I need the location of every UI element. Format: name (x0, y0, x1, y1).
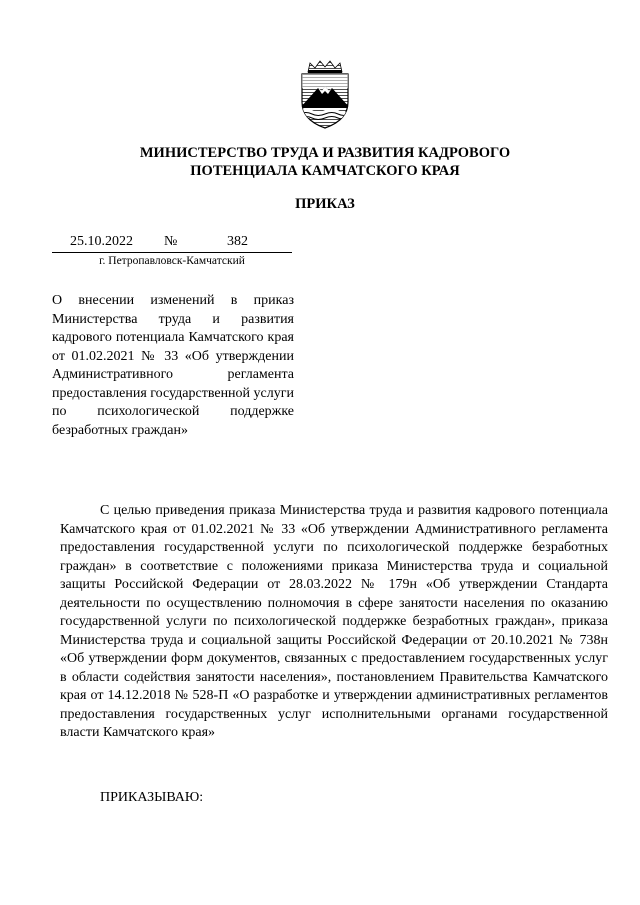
date-number-row (52, 234, 292, 256)
order-word: ПРИКАЗЫВАЮ: (100, 790, 204, 805)
kamchatka-coat-of-arms-icon (298, 58, 352, 132)
document-date: 25.10.2022 (70, 234, 133, 249)
preamble-paragraph: С целью приведения приказа Министерства труда и развития кадрового потенциала Камчатского края от 01.02.2021 № 33 «Об утверждении Административного регламента предоставления государственной услуги по психологической поддержке безработных граждан» в соответствие с положениями приказа Министерства труда и социальной защиты Российской Федерации от 28.03.2022 № 179н «Об утверждении Стандарта деятельности по осуществлению полномочия в сфере занятости населения по оказанию государственной услуги по психологической поддержке безработных граждан», приказа Министерства труда и социальной защиты Российской Федерации от 20.10.2021 № 738н «Об утверждении форм документов, связанных с предоставлением государственных услуг в области содействия занятости населения», постановлением Правительства Камчатского края от 14.12.2018 № 528-П «О разработке и утверждении административных регламентов предоставления государственных услуг исполнительными органами государственной власти Камчатского края» (60, 503, 608, 740)
ministry-name-line1: МИНИСТЕРСТВО ТРУДА И РАЗВИТИЯ КАДРОВОГО (139, 145, 511, 161)
document-type-title: ПРИКАЗ (295, 196, 355, 212)
ministry-name (60, 144, 590, 180)
document-subject: О внесении изменений в приказ Министерства труда и развития кадрового потенциала Камчатского края от 01.02.2021 № 33 «Об утверждении Административного регламента предоставления государственной услуги по психологической поддержке безработных граждан» (52, 293, 294, 438)
ministry-name-line2: ПОТЕНЦИАЛА КАМЧАТСКОГО КРАЯ (190, 163, 460, 179)
number-label: № (164, 234, 178, 249)
issue-city: г. Петропавловск-Камчатский (99, 255, 245, 267)
document-number: 382 (227, 234, 248, 249)
date-number-underline (52, 252, 292, 253)
